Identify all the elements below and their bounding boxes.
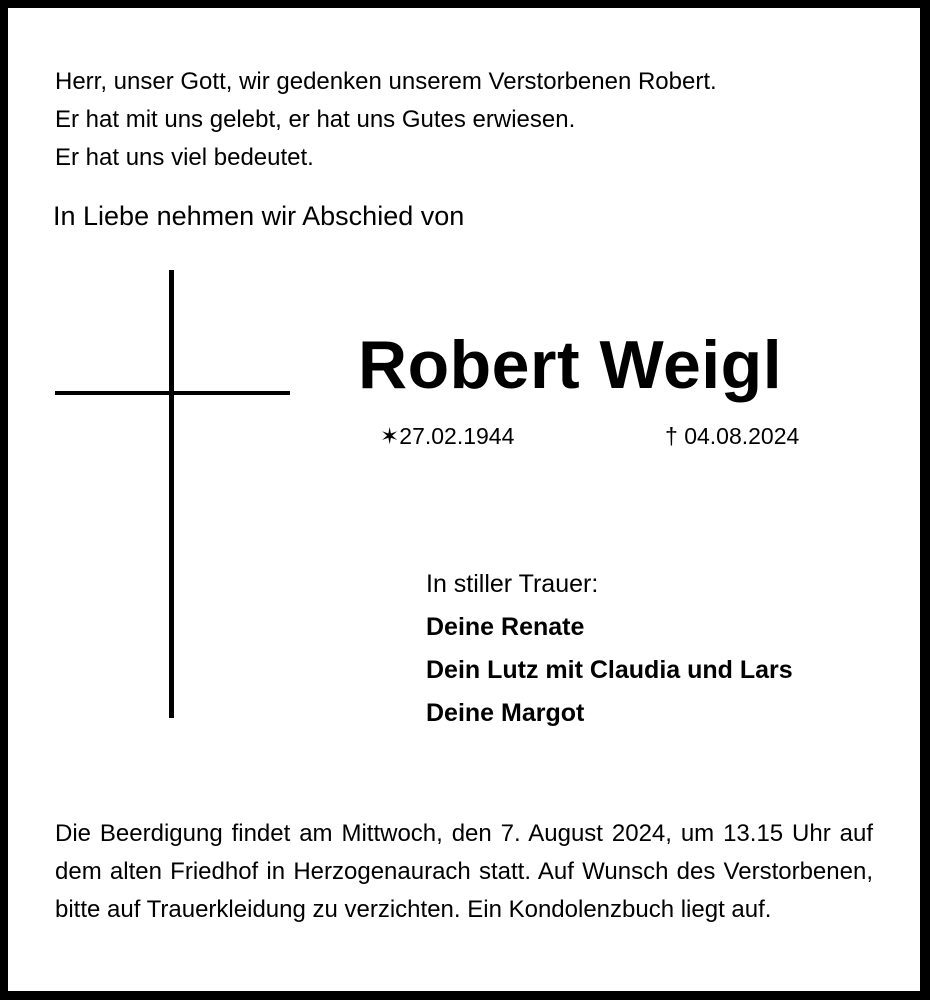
- birth-date: ✶27.02.1944: [380, 423, 515, 449]
- mourners-heading: In stiller Trauer:: [426, 570, 599, 598]
- mourners: [426, 563, 793, 735]
- dagger-icon: †: [665, 423, 678, 449]
- mourner-name: Dein Lutz mit Claudia und Lars: [426, 656, 793, 684]
- funeral-info: Die Beerdigung findet am Mittwoch, den 7. August 2024, um 13.15 Uhr auf dem alten Friedhof in Herzogenaurach statt. Auf Wunsch des Verstorbenen, bitte auf Trauerkleidung zu verzichten. Ein Kondolenzbuch liegt auf.: [55, 820, 873, 923]
- cross-icon-vertical: [169, 270, 174, 718]
- verse: [55, 63, 717, 177]
- verse-line: Er hat mit uns gelebt, er hat uns Gutes erwiesen.: [55, 106, 576, 133]
- deceased-name: Robert Weigl: [358, 327, 783, 403]
- mourner-name: Deine Renate: [426, 613, 585, 641]
- verse-line: Herr, unser Gott, wir gedenken unserem Verstorbenen Robert.: [55, 68, 717, 95]
- death-date: † 04.08.2024: [665, 423, 800, 449]
- verse-line: Er hat uns viel bedeutet.: [55, 144, 314, 171]
- intro-text: In Liebe nehmen wir Abschied von: [53, 201, 465, 231]
- star-icon: ✶: [380, 423, 400, 449]
- cross-icon-horizontal: [55, 391, 290, 395]
- mourner-name: Deine Margot: [426, 699, 585, 727]
